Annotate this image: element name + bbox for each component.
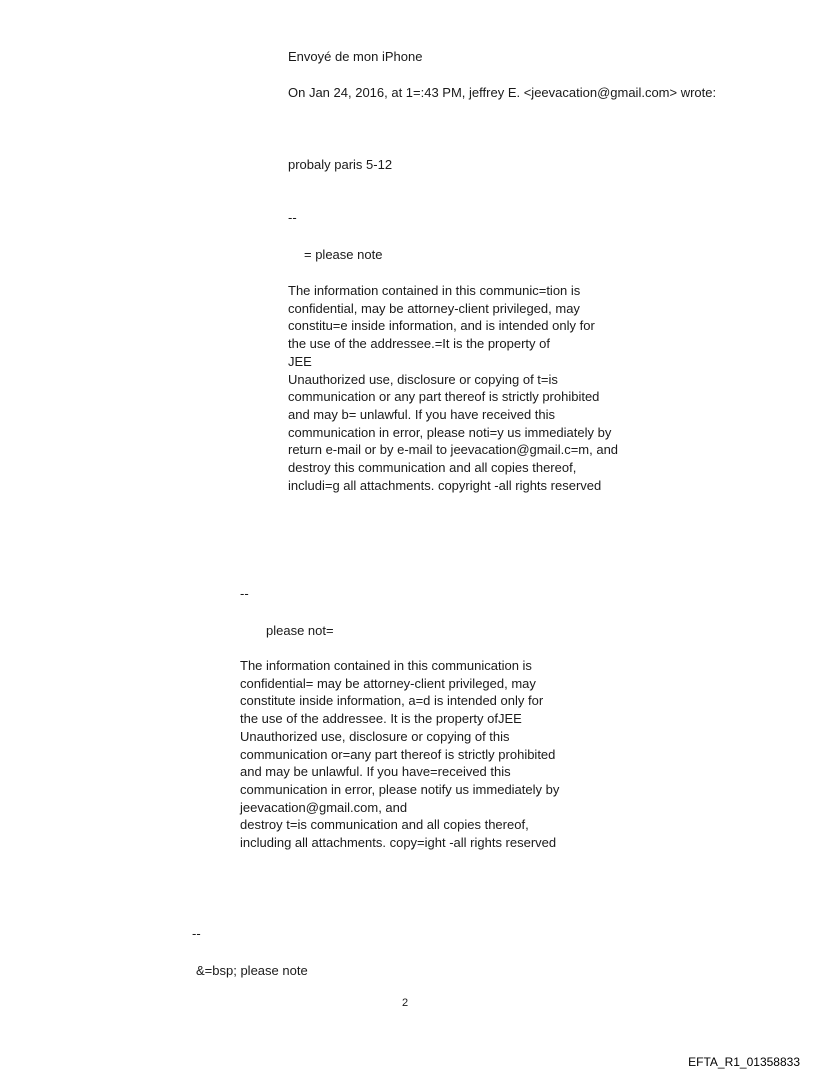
quote-header: On Jan 24, 2016, at 1=:43 PM, jeffrey E. <jeevacation@gmail.com> wrote:: [288, 85, 717, 100]
document-id: EFTA_R1_01358833: [688, 1055, 800, 1069]
inner-separator: --: [288, 210, 297, 225]
email-signature: Envoyé de mon iPhone: [288, 49, 423, 64]
inner-disclaimer: The information contained in this communic=tion is confidential, may be attorney-client privileged, may constitu=e inside information, and is intended only for the use of the addressee.=It is the property of JEE Unauthorized use, disclosure or copying of t=is communication or any part thereof is strictly prohibited and may b= unlawful. If you have received this communication in error, please noti=y us immediately by return e-mail or by e-mail to jeevacation@gmail.c=m, and destroy this communication and all copies thereof, includi=g all attachments. copyright -all rights reserved: [288, 283, 619, 493]
inner-note-heading: = please note: [304, 247, 383, 262]
outer-separator: --: [192, 926, 201, 941]
middle-disclaimer: The information contained in this communication is confidential= may be attorney-client privileged, may constitute inside information, a=d is intended only for the use of the addressee. It is the property ofJEE Unauthorized use, disclosure or copying of this communication or=any part thereof is strictly prohibited and may be unlawful. If you have=received this communication in error, please notify us immediately by jeevacation@gmail.com, and destroy t=is communication and all copies thereof, including all attachments. copy=ight -all rights reserved: [240, 658, 560, 851]
middle-note-heading: please not=: [266, 623, 334, 638]
page-number: 2: [402, 997, 409, 1009]
message-body: probaly paris 5-12: [288, 157, 393, 172]
middle-separator: --: [240, 586, 249, 601]
outer-note-heading: &=bsp; please note: [196, 963, 308, 978]
